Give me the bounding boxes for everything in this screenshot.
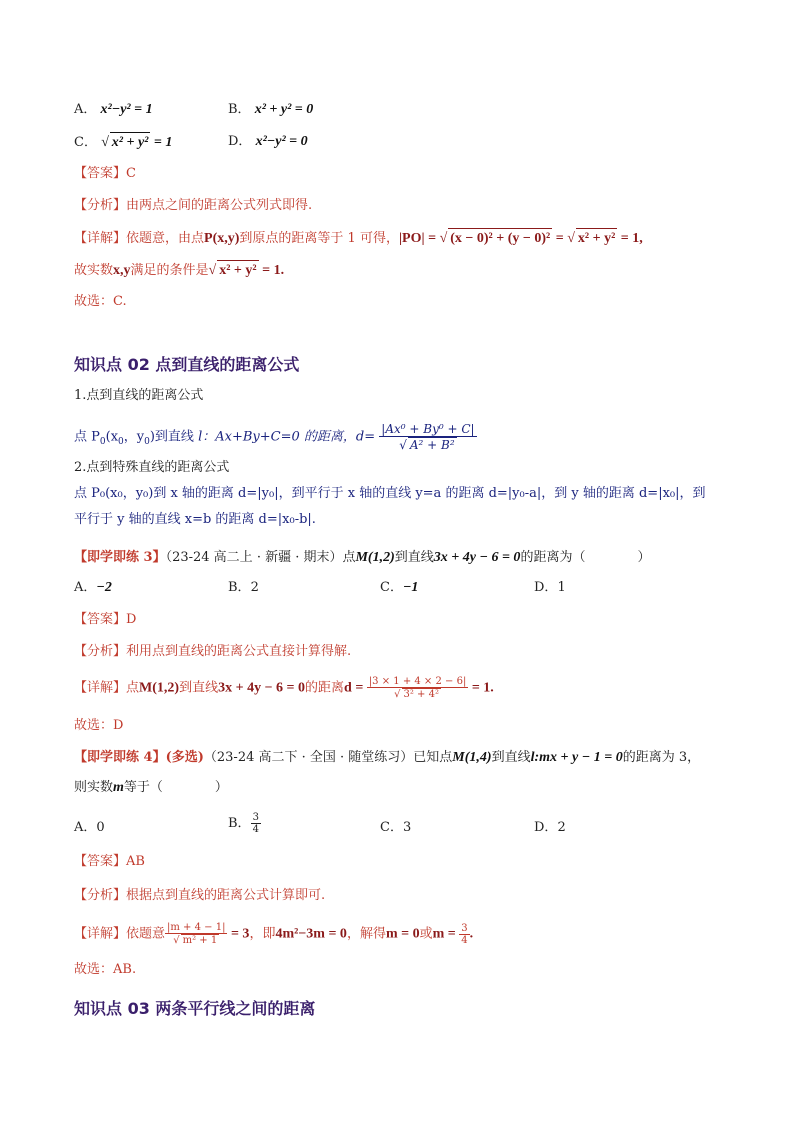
option-label: C． (380, 820, 403, 835)
denominator: 3² + 4² (403, 689, 439, 700)
equation-rhs: = 3 (227, 926, 250, 942)
var-m: m (113, 780, 124, 795)
detail-text: 故实数 (74, 263, 114, 278)
text: 到直线 (491, 750, 531, 765)
section-heading-kp03: 知识点 03 两条平行线之间的距离 (74, 999, 316, 1018)
question-source: （23-24 高二下 · 全国 · 随堂练习）已知点 (203, 750, 453, 765)
q3-analysis (74, 642, 351, 662)
point-expr: M(1,2) (139, 680, 180, 696)
distance-fraction: $\frac{|m + 4 - 1|}{\text{√ m² + 1}}$ (167, 922, 226, 946)
q4-option-d (534, 818, 566, 838)
solution-2: m = (432, 926, 460, 942)
q3-option-c (380, 578, 418, 598)
text: 到直线 (394, 550, 434, 565)
answer-value: AB (126, 854, 145, 869)
d-var: d (355, 429, 365, 445)
option-label: D． (534, 820, 558, 835)
denominator: 4 (461, 934, 468, 946)
analysis-tag: 【分析】 (74, 888, 127, 903)
equals: = (364, 429, 376, 445)
analysis-text: 由两点之间的距离公式列式即得. (126, 198, 313, 213)
distance-fraction: $\frac{\text{|Ax⁰ + By⁰ + C|}}{\text{√ A² + B²}}$ (381, 422, 475, 452)
q4-option-a (74, 818, 105, 838)
option-value: 0 (96, 820, 105, 835)
point-expr: M(1,2) (355, 550, 395, 565)
option-value: 2 (557, 820, 566, 835)
numerator: |Ax⁰ + By⁰ + C| (381, 422, 475, 436)
equals: = (552, 231, 568, 246)
numerator: 3 (252, 812, 259, 823)
option-value: −2 (96, 580, 112, 595)
text: 的距离为（ ） (520, 550, 651, 565)
detail-line-2: 故实数x,y满足的条件是√ x² + y² = 1. (74, 260, 284, 281)
answer-line (74, 164, 136, 184)
option-b (228, 100, 313, 120)
text: 点 P (74, 429, 100, 445)
text: 到直线 (179, 680, 219, 696)
option-value: 3 (402, 820, 412, 835)
equation: 4m²−3m = 0 (275, 926, 347, 942)
answer-tag: 【答案】 (74, 854, 127, 869)
result: = 1, (617, 231, 643, 246)
radicand: x² + y² (217, 260, 258, 281)
option-value: −1 (402, 580, 419, 595)
text: ，即 (249, 926, 276, 942)
question-source: （23-24 高二上 · 新疆 · 期末）点 (165, 550, 356, 565)
d-var: d = (344, 680, 367, 696)
result: = 1. (468, 680, 494, 696)
q4-analysis (74, 886, 325, 906)
q3-detail (74, 676, 494, 700)
option-expression: √ x² + y² = 1 (101, 135, 172, 150)
line-expr: 3x + 4y − 6 = 0 (218, 680, 306, 696)
q4-stem (74, 748, 700, 768)
analysis-tag: 【分析】 (74, 198, 127, 213)
option-label: D． (534, 580, 558, 595)
text: ，解得 (346, 926, 386, 942)
question-tag: 【即学即练 4】 (74, 750, 166, 765)
denominator: m² + 1 (182, 935, 218, 946)
option-expression: x²−y² = 0 (255, 134, 308, 149)
kp02-sub2: 2.点到特殊直线的距离公式 (74, 460, 230, 475)
option-label: C． (74, 135, 97, 150)
detail-text: 依题意，由点 (126, 231, 205, 246)
text: 则实数 (74, 780, 114, 795)
question-tag: 【即学即练 3】 (74, 550, 166, 565)
q4-detail (74, 922, 473, 946)
text: 点 (126, 680, 140, 696)
detail-text: 满足的条件是 (130, 263, 209, 278)
subscript: 0 (118, 437, 124, 448)
analysis-text: 根据点到直线的距离公式计算即可. (126, 888, 326, 903)
detail-line: 【详解】依题意，由点P(x,y)到原点的距离等于 1 可得，|PO| = √ (x − 0)² + (y − 0)² = √ x² + y² = 1, (74, 228, 643, 249)
kp02-sub1: 1.点到直线的距离公式 (74, 388, 204, 403)
detail-tag: 【详解】 (74, 680, 127, 696)
q3-answer (74, 610, 136, 630)
q3-option-a (74, 578, 112, 598)
text: (x (105, 429, 119, 445)
kp02-special-line-1: 点 P₀(x₀，y₀)到 x 轴的距离 d=|y₀|，到平行于 x 轴的直线 y=a 的距离 d=|y₀-a|，到 y 轴的距离 d=|x₀|，到 (74, 486, 706, 501)
solution-1: m = 0 (385, 926, 420, 942)
option-label: B． (228, 102, 251, 117)
denominator: A² + B² (409, 438, 455, 452)
distance-expr: |PO| = (398, 231, 440, 246)
text: ，y (123, 429, 145, 445)
detail-tag: 【详解】 (74, 231, 127, 246)
analysis-tag: 【分析】 (74, 644, 127, 659)
text: 等于（ ） (123, 780, 228, 795)
text: 的距离 (305, 680, 345, 696)
option-label: D． (228, 134, 252, 149)
distance-fraction: $\frac{|3 \times 1 + 4 \times 2 - 6|}{\text{√ 3² + 4²}}$ (368, 676, 467, 700)
option-d (228, 132, 308, 152)
numerator: |3 × 1 + 4 × 2 − 6| (368, 676, 467, 687)
kp02-formula-line (74, 422, 477, 452)
radicand: x² + y² (110, 132, 151, 153)
denominator: 4 (252, 824, 259, 835)
answer-tag: 【答案】 (74, 166, 127, 181)
analysis-text: 利用点到直线的距离公式直接计算得解. (126, 644, 352, 659)
option-label: B． (228, 580, 251, 595)
radicand: x² + y² (576, 228, 617, 249)
result: = 1. (258, 263, 285, 278)
q4-choose: 故选：AB. (74, 962, 137, 977)
option-c (74, 132, 172, 153)
answer-value: D (126, 612, 137, 627)
q3-option-b (228, 578, 259, 598)
q4-option-c (380, 818, 411, 838)
kp02-special-line-2: 平行于 y 轴的直线 x=b 的距离 d=|x₀-b|. (74, 512, 316, 527)
option-expression: x²−y² = 1 (100, 102, 153, 117)
answer-value: C (126, 166, 136, 181)
option-a (74, 100, 153, 120)
solution-fraction (459, 923, 469, 946)
subscript: 0 (144, 437, 150, 448)
option-expression: x² + y² = 0 (254, 102, 314, 117)
q3-stem (74, 548, 650, 568)
line-expr: l:mx + y − 1 = 0 (530, 750, 623, 765)
vars: x,y (113, 263, 131, 278)
option-label: C． (380, 580, 403, 595)
text: 或 (419, 926, 433, 942)
analysis-line (74, 196, 312, 216)
point-expr: P(x,y) (204, 231, 240, 246)
radicand: (x − 0)² + (y − 0)² (448, 228, 552, 249)
line-expr: 3x + 4y − 6 = 0 (433, 550, 521, 565)
choose-line: 故选：C. (74, 294, 127, 309)
line-var: l (198, 429, 203, 445)
q4-stem-2 (74, 778, 228, 798)
q3-choose: 故选：D (74, 718, 124, 733)
option-value: 1 (557, 580, 566, 595)
option-value: 2 (250, 580, 259, 595)
section-heading-kp02: 知识点 02 点到直线的距离公式 (74, 355, 300, 374)
subscript: 0 (99, 437, 106, 448)
rhs: = 1 (150, 135, 173, 150)
option-label: A． (74, 102, 97, 117)
numerator: |m + 4 − 1| (167, 922, 226, 933)
text: 依题意 (126, 926, 166, 942)
q4-answer (74, 852, 145, 872)
period: . (469, 926, 474, 942)
detail-text: 到原点的距离等于 1 可得， (239, 231, 399, 246)
multi-select-tag: (多选) (165, 750, 204, 765)
q3-option-d (534, 578, 566, 598)
option-label: A． (74, 580, 97, 595)
option-label: A． (74, 820, 97, 835)
q4-option-b (228, 812, 261, 835)
answer-tag: 【答案】 (74, 612, 127, 627)
text: ：Ax+By+C=0 的距离， (202, 429, 356, 445)
point-expr: M(1,4) (452, 750, 492, 765)
text: )到直线 (149, 429, 199, 445)
option-label: B． (228, 816, 251, 831)
text: 的距离为 3， (622, 750, 701, 765)
option-fraction (251, 812, 261, 835)
detail-tag: 【详解】 (74, 926, 127, 942)
numerator: 3 (461, 922, 468, 934)
